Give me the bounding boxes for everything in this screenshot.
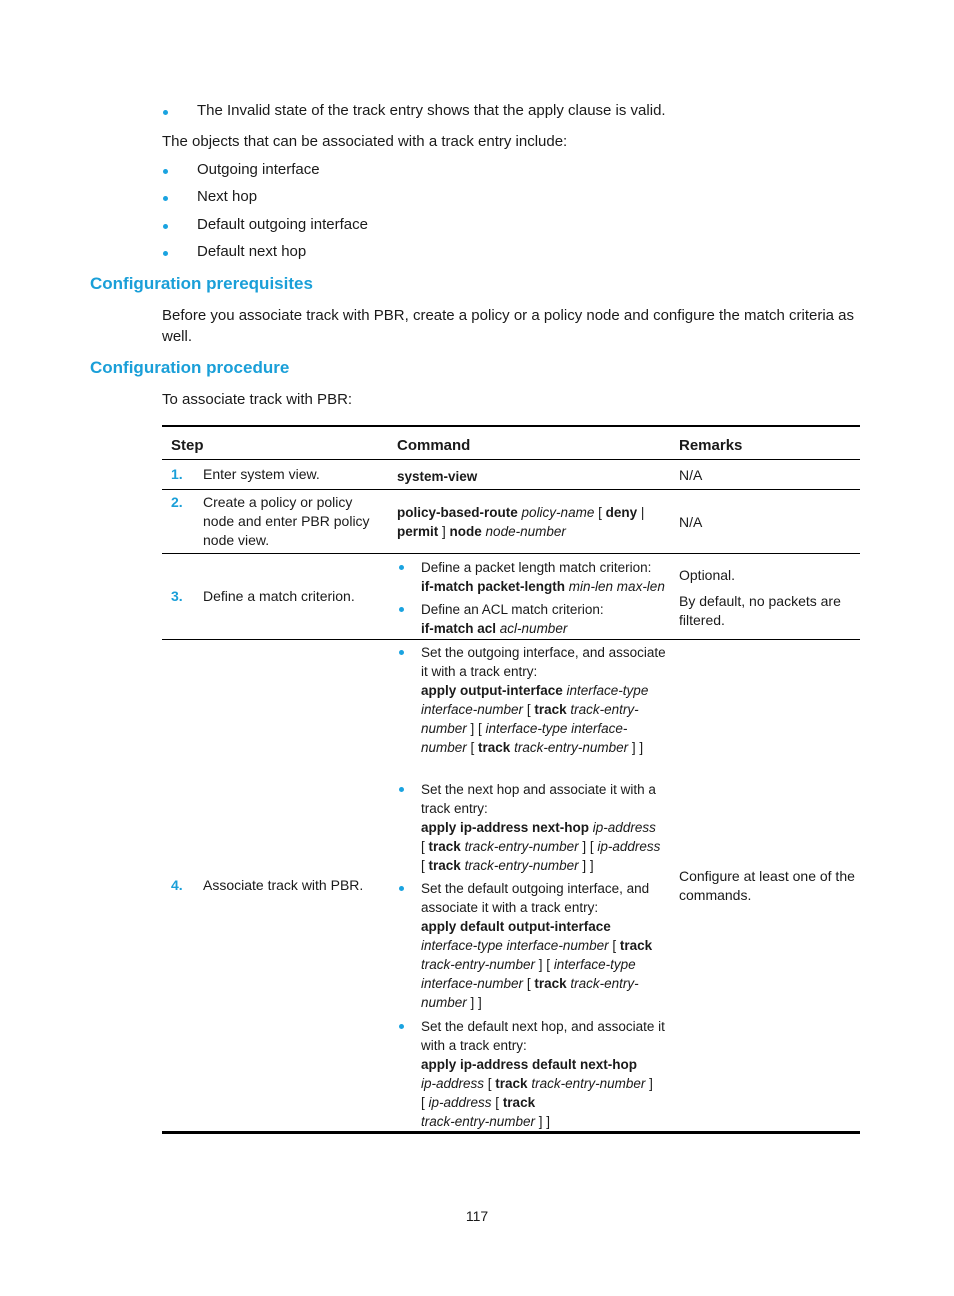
command-option-desc: Define an ACL match criterion: xyxy=(421,602,604,617)
command-option: Set the outgoing interface, and associate it with a track entry: apply output-interface interface-type interface-number [ track track-entry-number ] [ interface-type interface-number [ track track-entry-number ] ] xyxy=(421,645,666,755)
bullet-icon xyxy=(163,196,168,201)
command-option: Set the next hop and associate it with a track entry: apply ip-address next-hop ip-address [ track track-entry-number ] [ ip-address [ track track-entry-number ] ] xyxy=(421,782,661,873)
table-row-divider xyxy=(162,489,860,490)
command-option-desc: Set the default outgoing interface, and associate it with a track entry: xyxy=(421,881,650,915)
step-description: Define a match criterion. xyxy=(203,588,355,604)
table-header-step: Step xyxy=(171,437,204,454)
table-header-command: Command xyxy=(397,437,471,454)
step-description: Associate track with PBR. xyxy=(203,877,364,893)
command-option: Set the default outgoing interface, and associate it with a track entry: apply default output-interface interface-type interface-number [ track track-entry-number ] [ interface-type interface-number [ track track-entry-number ] ] xyxy=(421,881,653,1010)
bullet-icon xyxy=(163,169,168,174)
command-bullet-icon xyxy=(399,886,404,891)
command-option-desc: Set the default next hop, and associate it with a track entry: xyxy=(421,1019,665,1053)
object-item: Outgoing interface xyxy=(197,161,320,178)
step-description: Enter system view. xyxy=(203,466,320,482)
objects-intro: The objects that can be associated with a track entry include: xyxy=(162,133,568,150)
command-option: Set the default next hop, and associate it with a track entry: apply ip-address default next-hop ip-address [ track track-entry-number ] [ ip-address [ track track-entry-number ] ] xyxy=(421,1019,665,1129)
bullet-icon xyxy=(163,251,168,256)
command-option-desc: Set the outgoing interface, and associate it with a track entry: xyxy=(421,645,666,679)
command-bullet-icon xyxy=(399,1024,404,1029)
procedure-intro: To associate track with PBR: xyxy=(162,391,353,408)
command-option: Define a packet length match criterion: if-match packet-length min-len max-len xyxy=(421,560,665,594)
command-option: Define an ACL match criterion: if-match acl acl-number xyxy=(421,602,604,636)
command-cell: system-view xyxy=(397,469,478,484)
step-number: 1. xyxy=(171,466,183,482)
step-number: 3. xyxy=(171,588,183,604)
step-description: Create a policy or policy node and enter PBR policy node view. xyxy=(203,494,370,548)
page-number: 117 xyxy=(465,1208,489,1224)
command-cell: policy-based-route policy-name [ deny | permit ] node node-number xyxy=(397,505,645,539)
step-number: 2. xyxy=(171,494,183,510)
table-row-divider xyxy=(162,639,860,640)
section-heading-procedure: Configuration procedure xyxy=(90,358,290,377)
bullet-text: The Invalid state of the track entry shows that the apply clause is valid. xyxy=(197,102,666,119)
table-row-divider xyxy=(162,553,860,554)
remarks-cell-detail: By default, no packets are filtered. xyxy=(679,593,841,628)
table-header-remarks: Remarks xyxy=(679,437,743,454)
command-bullet-icon xyxy=(399,565,404,570)
prereq-paragraph: Before you associate track with PBR, create a policy or a policy node and configure the match criteria as well. xyxy=(162,307,855,345)
object-item: Default outgoing interface xyxy=(197,216,368,233)
command-option-desc: Set the next hop and associate it with a track entry: xyxy=(421,782,656,816)
bullet-icon xyxy=(163,224,168,229)
remarks-cell: Configure at least one of the commands. xyxy=(679,868,855,903)
remarks-cell: N/A xyxy=(679,467,703,483)
command-bullet-icon xyxy=(399,787,404,792)
bullet-icon xyxy=(163,110,168,115)
section-heading-prerequisites: Configuration prerequisites xyxy=(90,274,313,293)
command-bullet-icon xyxy=(399,607,404,612)
object-item: Next hop xyxy=(197,188,258,205)
table-header-rule xyxy=(162,459,860,460)
remarks-cell: Optional. xyxy=(679,567,736,583)
command-option-desc: Define a packet length match criterion: xyxy=(421,560,652,575)
table-bottom-rule xyxy=(162,1131,860,1134)
remarks-cell: N/A xyxy=(679,514,703,530)
command-bullet-icon xyxy=(399,650,404,655)
object-item: Default next hop xyxy=(197,243,307,260)
table-top-rule xyxy=(162,425,860,427)
step-number: 4. xyxy=(171,877,183,893)
